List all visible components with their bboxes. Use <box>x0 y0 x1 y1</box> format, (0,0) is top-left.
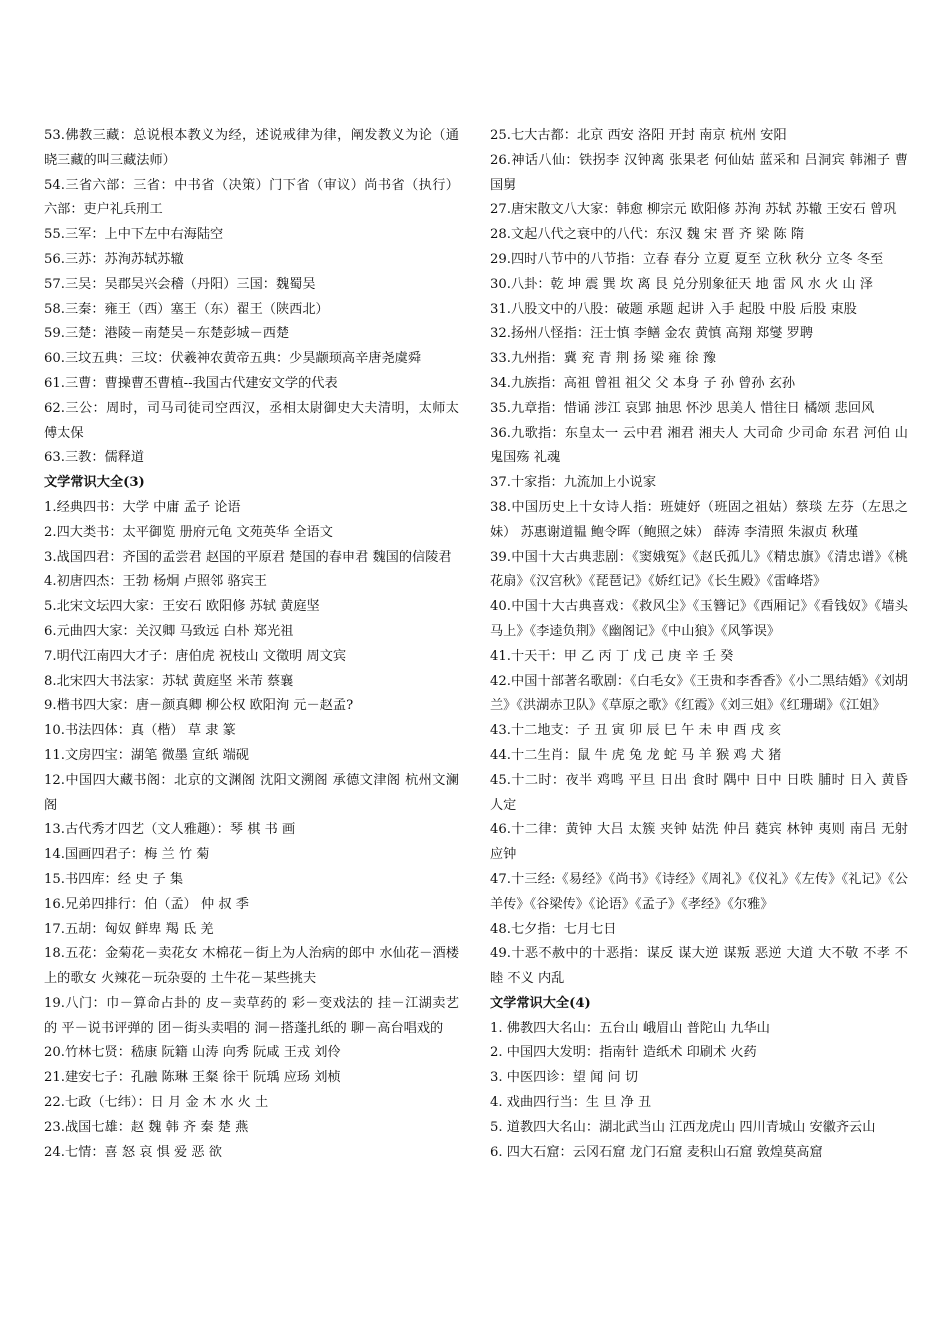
list-item: 63.三教：儒释道 <box>44 450 145 466</box>
section-heading: 文学常识大全(4) <box>490 995 591 1011</box>
list-item: 20.竹林七贤：嵇康 阮籍 山涛 向秀 阮咸 王戎 刘伶 <box>44 1045 341 1061</box>
list-item: 46.十二律：黄钟 大吕 太簇 夹钟 姑洗 仲吕 蕤宾 林钟 夷则 南吕 无射 应钟 <box>490 822 908 863</box>
list-item: 24.七情：喜 怒 哀 惧 爱 恶 欲 <box>44 1144 222 1160</box>
list-item: 9.楷书四大家：唐－颜真卿 柳公权 欧阳洵 元－赵孟? <box>44 698 354 714</box>
list-item: 53.佛教三藏：总说根本教义为经，述说戒律为律，阐发教义为论（通晓三藏的叫三藏法师） <box>44 128 459 168</box>
list-item: 18.五花：金菊花－卖花女 木棉花－街上为人治病的郎中 水仙花－酒楼上的歌女 火辣花－玩杂耍的 土牛花－某些挑夫 <box>44 946 459 987</box>
list-item: 3.战国四君：齐国的孟尝君 赵国的平原君 楚国的春申君 魏国的信陵君 <box>44 549 452 565</box>
left-column <box>44 124 459 1165</box>
list-item: 6. 四大石窟：云冈石窟 龙门石窟 麦积山石窟 敦煌莫高窟 <box>490 1144 823 1160</box>
list-item: 30.八卦：乾 坤 震 巽 坎 离 艮 兑分别象征天 地 雷 风 水 火 山 泽 <box>490 276 873 292</box>
list-item: 3. 中医四诊：望 闻 问 切 <box>490 1070 639 1086</box>
list-item: 15.书四库：经 史 子 集 <box>44 871 184 887</box>
list-item: 33.九州指：冀 兖 青 荆 扬 梁 雍 徐 豫 <box>490 351 716 367</box>
list-item: 34.九族指：高祖 曾祖 祖父 父 本身 子 孙 曾孙 玄孙 <box>490 375 796 391</box>
list-item: 5.北宋文坛四大家：王安石 欧阳修 苏轼 黄庭坚 <box>44 599 320 615</box>
right-column <box>490 124 908 1165</box>
list-item: 6.元曲四大家：关汉卿 马致远 白朴 郑光祖 <box>44 623 294 639</box>
list-item: 39.中国十大古典悲剧：《窦娥冤》《赵氏孤儿》《精忠旗》《清忠谱》《桃花扇》《汉宫秋》《琵琶记》《娇红记》《长生殿》《雷峰塔》 <box>490 549 908 590</box>
list-item: 14.国画四君子：梅 兰 竹 菊 <box>44 847 210 863</box>
list-item: 2. 中国四大发明：指南针 造纸术 印刷术 火药 <box>490 1045 757 1061</box>
list-item: 41.十天干：甲 乙 丙 丁 戊 己 庚 辛 壬 癸 <box>490 648 734 664</box>
list-item: 60.三坟五典：三坟：伏羲神农黄帝五典：少昊颛顼高辛唐尧虞舜 <box>44 351 422 367</box>
list-item: 37.十家指：九流加上小说家 <box>490 475 657 491</box>
list-item: 42.中国十部著名歌剧：《白毛女》《王贵和李香香》《小二黑结婚》《刘胡兰》《洪湖赤卫队》《草原之歌》《红霞》《刘三姐》《红珊瑚》《江姐》 <box>490 673 908 714</box>
list-item: 29.四时八节中的八节指：立春 春分 立夏 夏至 立秋 秋分 立冬 冬至 <box>490 251 884 267</box>
list-item: 10.书法四体：真（楷） 草 隶 篆 <box>44 723 236 739</box>
list-item: 4. 戏曲四行当：生 旦 净 丑 <box>490 1095 652 1111</box>
list-item: 47.十三经:《易经》《尚书》《诗经》《周礼》《仪礼》《左传》《礼记》《公羊传》《谷梁传》《论语》《孟子》《孝经》《尔雅》 <box>490 871 908 912</box>
list-item: 55.三军：上中下左中右海陆空 <box>44 227 224 243</box>
list-item: 36.九歌指：东皇太一 云中君 湘君 湘夫人 大司命 少司命 东君 河伯 山鬼国殇 礼魂 <box>490 425 908 466</box>
list-item: 27.唐宋散文八大家：韩愈 柳宗元 欧阳修 苏洵 苏轼 苏辙 王安石 曾巩 <box>490 202 897 218</box>
list-item: 23.战国七雄：赵 魏 韩 齐 秦 楚 燕 <box>44 1119 249 1135</box>
list-item: 45.十二时：夜半 鸡鸣 平旦 日出 食时 隅中 日中 日昳 脯时 日入 黄昏 人定 <box>490 772 908 813</box>
list-item: 40.中国十大古典喜戏：《救风尘》《玉簪记》《西厢记》《看钱奴》《墙头马上》《李逵负荆》《幽阁记》《中山狼》《风筝误》 <box>490 599 908 639</box>
list-item: 35.九章指：惜诵 涉江 哀郢 抽思 怀沙 思美人 惜往日 橘颂 悲回风 <box>490 400 875 416</box>
list-item: 4.初唐四杰：王勃 杨炯 卢照邻 骆宾王 <box>44 574 267 590</box>
list-item: 44.十二生肖：鼠 牛 虎 兔 龙 蛇 马 羊 猴 鸡 犬 猪 <box>490 747 782 763</box>
list-item: 38.中国历史上十女诗人指：班婕妤（班固之祖姑）蔡琰 左芬（左思之妹） 苏惠谢道韫 鲍令晖（鲍照之妹） 薛涛 李清照 朱淑贞 秋瑾 <box>490 499 908 540</box>
list-item: 21.建安七子：孔融 陈琳 王粲 徐干 阮瑀 应玚 刘桢 <box>44 1070 341 1086</box>
list-item: 16.兄弟四排行：伯（孟） 仲 叔 季 <box>44 896 249 912</box>
list-item: 8.北宋四大书法家：苏轼 黄庭坚 米芾 蔡襄 <box>44 673 294 689</box>
list-item: 31.八股文中的八股：破题 承题 起讲 入手 起股 中股 后股 束股 <box>490 301 857 317</box>
list-item: 13.古代秀才四艺（文人雅趣）：琴 棋 书 画 <box>44 822 296 838</box>
list-item: 58.三秦：雍王（西）塞王（东）翟王（陕西北） <box>44 301 329 317</box>
list-item: 11.文房四宝：湖笔 微墨 宣纸 端砚 <box>44 747 249 763</box>
list-item: 57.三吴：吴郡吴兴会稽（丹阳）三国：魏蜀吴 <box>44 276 316 292</box>
list-item: 5. 道教四大名山：湖北武当山 江西龙虎山 四川青城山 安徽齐云山 <box>490 1119 876 1135</box>
list-item: 56.三苏：苏洵苏轼苏辙 <box>44 251 184 267</box>
list-item: 62.三公：周时，司马司徒司空西汉，丞相太尉御史大夫清明，太师太傅太保 <box>44 400 459 441</box>
list-item: 1.经典四书：大学 中庸 孟子 论语 <box>44 499 241 515</box>
list-item: 1. 佛教四大名山：五台山 峨眉山 普陀山 九华山 <box>490 1020 770 1036</box>
list-item: 7.明代江南四大才子：唐伯虎 祝枝山 文徵明 周文宾 <box>44 648 347 664</box>
list-item: 22.七政（七纬）：日 月 金 木 水 火 土 <box>44 1095 269 1111</box>
list-item: 26.神话八仙：铁拐李 汉钟离 张果老 何仙姑 蓝采和 吕洞宾 韩湘子 曹国舅 <box>490 152 908 193</box>
list-item: 32.扬州八怪指：汪士慎 李鳝 金农 黄慎 高翔 郑燮 罗聘 <box>490 326 814 342</box>
list-item: 25.七大古都：北京 西安 洛阳 开封 南京 杭州 安阳 <box>490 128 787 143</box>
section-heading: 文学常识大全(3) <box>44 475 145 491</box>
list-item: 17.五胡：匈奴 鲜卑 羯 氐 羌 <box>44 921 214 937</box>
list-item: 48.七夕指：七月七日 <box>490 921 617 937</box>
list-item: 28.文起八代之衰中的八代：东汉 魏 宋 晋 齐 梁 陈 隋 <box>490 227 805 243</box>
list-item: 12.中国四大藏书阁：北京的文渊阁 沈阳文溯阁 承德文津阁 杭州文澜阁 <box>44 772 459 813</box>
list-item: 19.八门：巾－算命占卦的 皮－卖草药的 彩－变戏法的 挂－江湖卖艺的 平－说书评弹的 团－街头卖唱的 洞－搭蓬扎纸的 聊－高台唱戏的 <box>44 995 459 1036</box>
list-item: 2.四大类书：太平御览 册府元龟 文苑英华 全语文 <box>44 524 333 540</box>
list-item: 54.三省六部：三省：中书省（决策）门下省（审议）尚书省（执行）六部：吏户礼兵刑工 <box>44 177 459 218</box>
list-item: 59.三楚：港陵－南楚吴－东楚彭城－西楚 <box>44 326 290 342</box>
list-item: 43.十二地支：子 丑 寅 卯 辰 巳 午 未 申 酉 戌 亥 <box>490 723 782 739</box>
list-item: 61.三曹：曹操曹丕曹植--我国古代建安文学的代表 <box>44 375 338 391</box>
list-item: 49.十恶不赦中的十恶指：谋反 谋大逆 谋叛 恶逆 大道 大不敬 不孝 不睦 不义 内乱 <box>490 946 908 987</box>
